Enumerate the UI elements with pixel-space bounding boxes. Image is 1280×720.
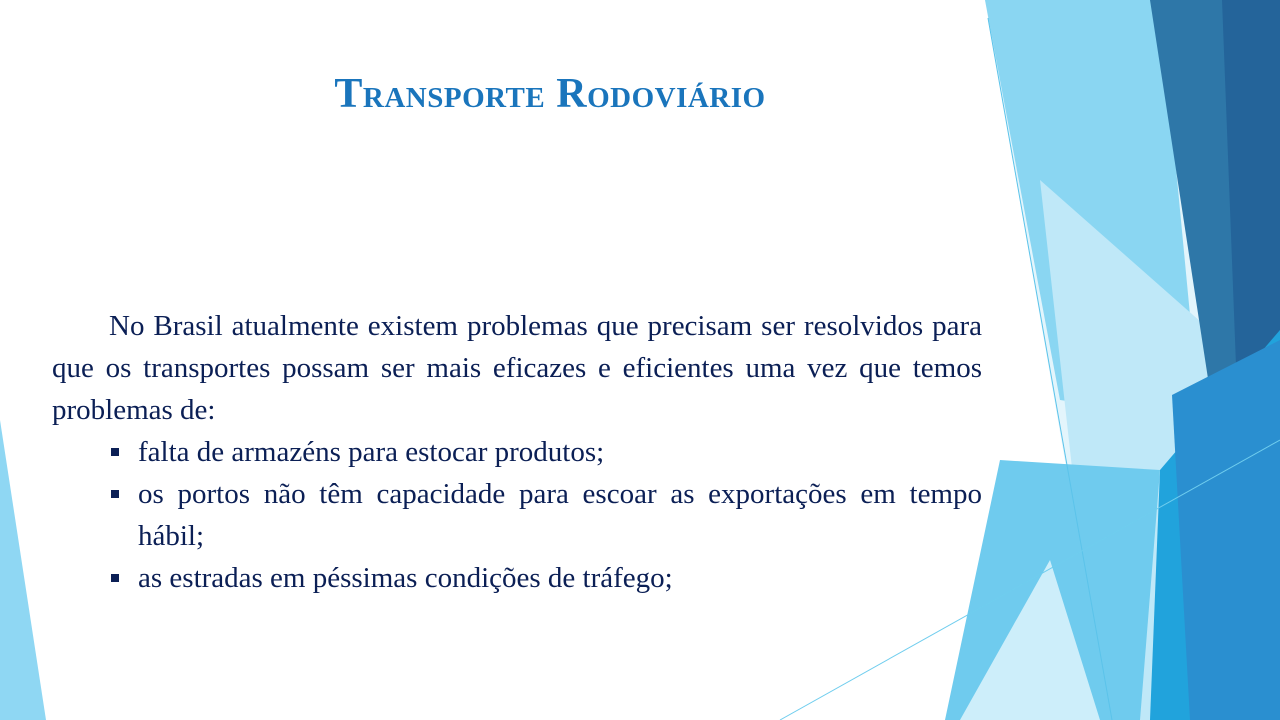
square-bullet-icon [111, 448, 119, 456]
list-item [52, 473, 982, 557]
list-item-text: as estradas em péssimas condições de tráfego; [138, 562, 673, 594]
intro-paragraph: No Brasil atualmente existem problemas que precisam ser resolvidos para que os transportes possam ser mais eficazes e eficientes uma vez que temos problemas de: [52, 310, 982, 426]
square-bullet-icon [111, 490, 119, 498]
left-edge-triangle [0, 420, 46, 720]
list-item [52, 557, 982, 599]
list-item-text: falta de armazéns para estocar produtos; [138, 436, 605, 468]
square-bullet-icon [111, 574, 119, 582]
list-item-text: os portos não têm capacidade para escoar as exportações em tempo hábil; [138, 478, 982, 552]
list-item [52, 431, 982, 473]
slide-body [52, 305, 982, 599]
bg-shape-blue [1172, 340, 1280, 720]
problem-list [52, 431, 982, 599]
slide-title: Transporte Rodoviário [334, 71, 766, 117]
